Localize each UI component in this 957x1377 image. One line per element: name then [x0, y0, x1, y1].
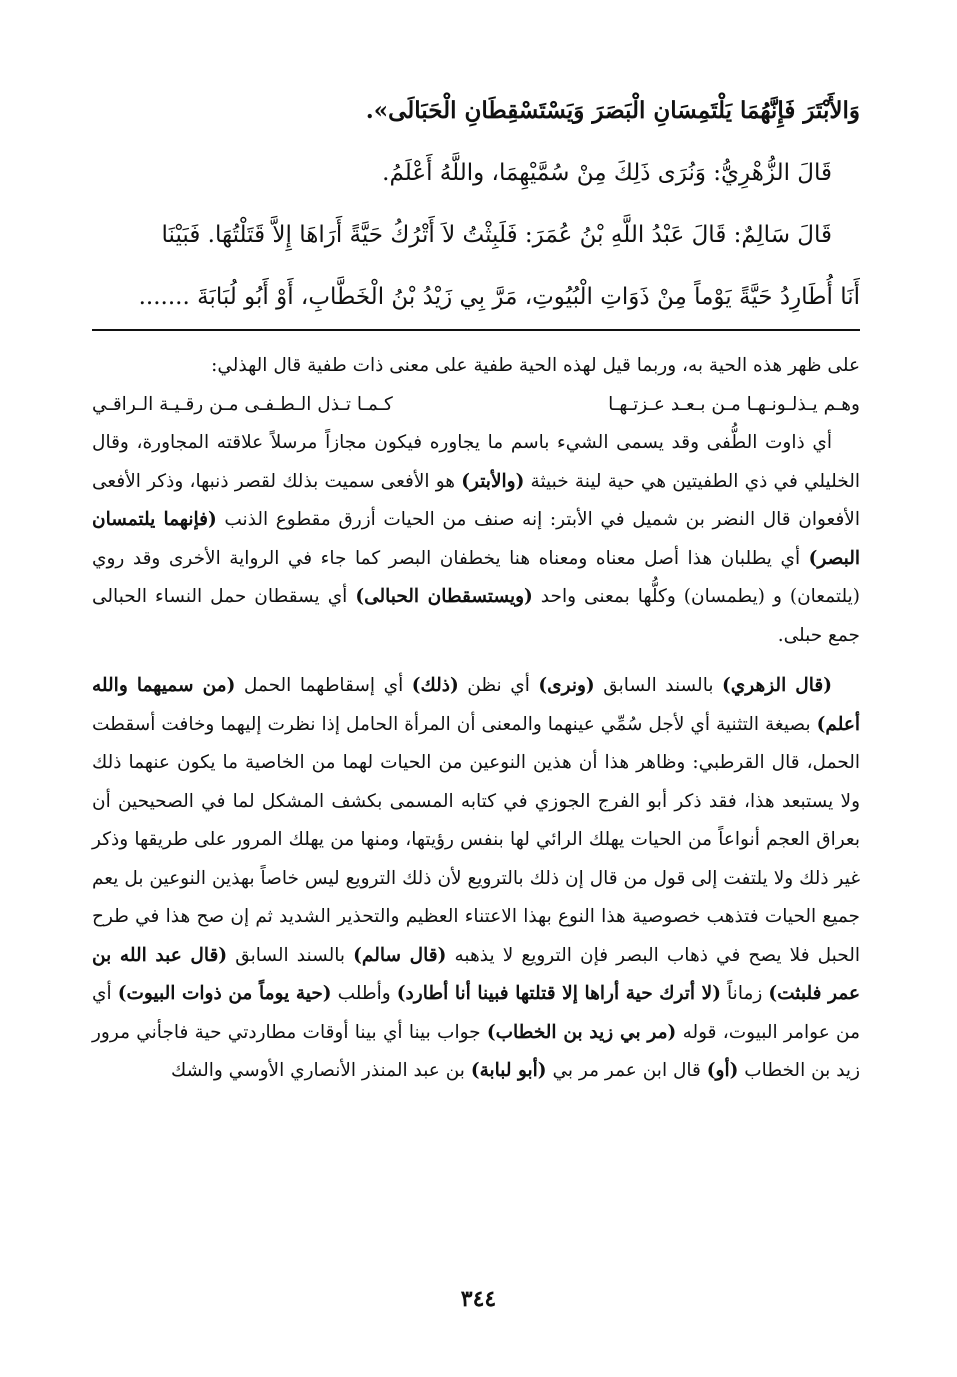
commentary-paragraph — [92, 424, 860, 655]
bold-quote: (قال الزهري) — [722, 675, 832, 696]
commentary-paragraph — [92, 347, 860, 386]
bold-quote: (حية يوماً من ذوات البيوت) — [117, 983, 332, 1004]
commentary-text: زماناً — [727, 983, 763, 1004]
commentary-text: أي إسقاطهما الحمل — [243, 675, 404, 696]
commentary-text: أي ذاوت الطُّفى وقد يسمى الشيء باسم ما يجاوره فيكون مجازاً مرسلاً علاقته المجاورة، وقال الخليلي في ذي الطفيتين هي حية لينة خبيثة — [92, 432, 860, 492]
page-number: ٣٤٤ — [460, 1286, 497, 1312]
commentary-text: وأطلب — [337, 983, 391, 1004]
commentary-text: هو الأفعى سميت بذلك لقصر ذنبها، وذكر الأفعى الأفعوان قال النضر بن شميل في الأبتر: إنه صنف من الحيات أزرق مقطوع الذنب — [92, 470, 860, 530]
poetry-verse — [92, 386, 860, 425]
main-text-line: قَالَ الزُّهْرِيُّ: وَنُرَى ذَلِكَ مِنْ سُمَّيْهِمَا، واللَّهُ أَعْلَمُ. — [382, 160, 832, 186]
bold-quote: (فإنهما يلتمسان البصر) — [92, 509, 860, 569]
commentary-text: بصيغة التثنية أي لأجل سُمِّي عينهما والمعنى أن المرأة الحامل إذا نظرت إليهما وخافت أسقطت الحمل، قال القرطبي: وظاهر هذا أن هذين النوعين من الحيات لهما من الخاصية ما يكون عنهما ذلك ولا يستبعد هذا، فقد ذكر أبو الفرج الجوزي في كتابه المسمى بكشف المشكل لما في الصحيحين أن بعراق العجم أنواعاً من الحيات يهلك الرائي لها بنفس رؤيتها، ومنها من يهلك المرور على طريقها وذكر غير ذلك ولا يلتفت إلى قول من قال إن ذلك بالترويع لأن ذلك الترويع ليس خاصاً بهذين النوعين بل يعم جميع الحيات فتذهب خصوصية هذا النوع بهذا الاعتناء العظيم والتحذير الشديد ثم إن صح هذا في طرح الحبل فلا يصح في ذهاب البصر فإن الترويع لا يذهبه — [92, 713, 860, 966]
bold-quote: (والأبتر) — [461, 470, 525, 492]
commentary-text: جواب بينا أي بينا أوقات مطاردتي حية فاجأني مرور زيد بن الخطاب — [92, 1021, 860, 1081]
commentary-paragraph — [92, 667, 860, 1091]
commentary-text: بالسند السابق — [603, 675, 714, 696]
commentary-text: بن عبد المنذر الأنصاري الأوسي والشك — [170, 1060, 465, 1081]
main-text-line: وَالأَبْتَرَ فَإِنَّهُمَا يَلْتَمِسَانِ الْبَصَرَ وَيَسْتَسْقِطَانِ الْحَبَالَى». — [365, 97, 860, 124]
bold-quote: (ذلك) — [411, 675, 459, 696]
hadith-main-text — [92, 80, 860, 328]
bold-quote: (قال سالم) — [353, 944, 447, 966]
verse-hemistich-second: كـمـا تـذل الـطـفـى مـن رقـيـة الـراقـي — [92, 393, 393, 415]
bold-quote: (ويستسقطان الحبالى) — [355, 586, 533, 607]
verse-hemistich-first: وهـم يـذلـونـهـا مـن بـعـد عـزتـهـا — [608, 393, 860, 415]
bold-quote: (أو) — [706, 1060, 739, 1081]
bold-quote: (لا أترك حية أراها إلا قتلتها فبينا أنا أطارد) — [396, 983, 721, 1004]
commentary-text: أي نظن — [467, 675, 530, 696]
commentary-text: قال ابن عمر مر بي — [552, 1060, 701, 1081]
footnote-divider — [92, 329, 860, 331]
commentary-block — [92, 347, 860, 1091]
commentary-text: أي من عوامر البيوت، قوله — [92, 983, 861, 1043]
main-text-line: قَالَ سَالِمٌ: قَالَ عَبْدُ اللَّهِ بْنُ عُمَرَ: فَلَبِثْتُ لاَ أَتْرُكُ حَيَّةً أَرَاهَا إِلاَّ قَتَلْتُهَا. فَبَيْنَا — [161, 222, 832, 248]
bold-quote: (أبو لبابة) — [470, 1060, 547, 1081]
commentary-text: على ظهر هذه الحية به، وربما قيل لهذه الحية طفية على معنى ذات طفية قال الهذلي: — [211, 355, 860, 376]
main-text-line: أَنَا أُطَارِدُ حَيَّةً يَوْماً مِنْ ذَوَاتِ الْبُيُوتِ، مَرَّ بِي زَيْدُ بْنُ الْخَطَّابِ، أَوْ أَبُو لُبَابَةَ ....... — [138, 284, 860, 310]
bold-quote: (قال عبد الله بن عمر فلبثت) — [92, 944, 861, 1004]
bold-quote: (مر بي زيد بن الخطاب) — [486, 1021, 677, 1043]
commentary-text: بالسند السابق — [235, 944, 346, 966]
bold-quote: (ونرى) — [538, 675, 595, 696]
commentary-text: أي يسقطان حمل النساء الحبالى جمع حبلى. — [92, 586, 860, 646]
bold-quote: (من سميهما والله أعلم) — [92, 675, 861, 735]
commentary-text: أي يطلبان هذا أصل معناه ومعناه هنا يخطفان البصر كما جاء في الرواية الأخرى وقد روي (يلتمعان) و (يطمسان) وكلُّها بمعنى واحد — [92, 547, 860, 607]
